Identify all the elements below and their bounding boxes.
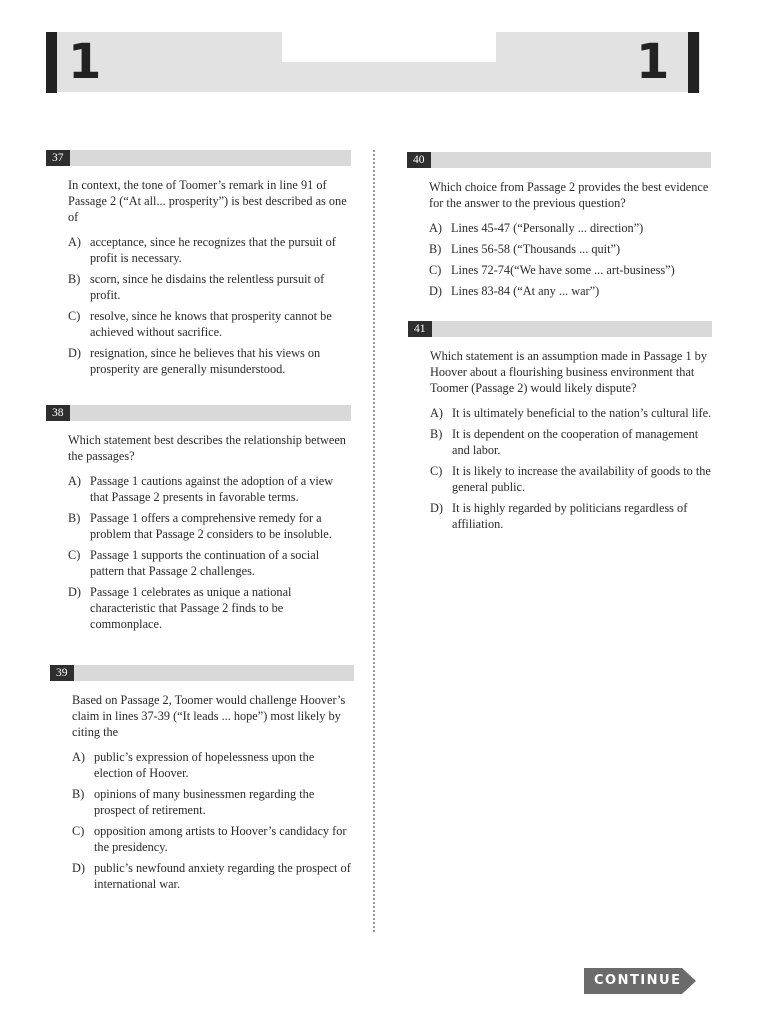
continue-label: CONTINUE — [594, 973, 682, 988]
option-letter: A) — [429, 221, 442, 235]
option-d[interactable] — [430, 500, 712, 532]
question-stem: In context, the tone of Toomer’s remark in line 91 of Passage 2 (“At all... prosperity”) is best described as one of — [68, 178, 347, 224]
option-d[interactable] — [68, 584, 351, 632]
option-a[interactable] — [429, 220, 711, 236]
question-40 — [407, 152, 711, 304]
question-bar — [46, 405, 351, 421]
option-c[interactable] — [72, 823, 354, 855]
option-letter: A) — [430, 406, 443, 420]
option-a[interactable] — [430, 405, 712, 421]
option-letter: B) — [430, 427, 443, 441]
option-letter: B) — [68, 272, 81, 286]
option-text: Lines 56-58 (“Thousands ... quit”) — [451, 242, 621, 256]
option-letter: C) — [72, 824, 85, 838]
question-39 — [50, 665, 354, 897]
option-a[interactable] — [72, 749, 354, 781]
option-a[interactable] — [68, 234, 351, 266]
option-text: It is ultimately beneficial to the nation’s cultural life. — [452, 406, 712, 420]
option-text: It is dependent on the cooperation of management and labor. — [452, 427, 699, 457]
question-38 — [46, 405, 351, 637]
option-letter: D) — [429, 284, 442, 298]
option-text: It is likely to increase the availability of goods to the general public. — [452, 464, 711, 494]
option-text: Passage 1 offers a comprehensive remedy for a problem that Passage 2 considers to be insoluble. — [90, 511, 332, 541]
option-text: Lines 83-84 (“At any ... war”) — [451, 284, 600, 298]
option-b[interactable] — [429, 241, 711, 257]
option-text: Passage 1 cautions against the adoption of a view that Passage 2 presents in favorable terms. — [90, 474, 334, 504]
question-stem: Which statement is an assumption made in Passage 1 by Hoover about a flourishing business environment that Toomer (Passage 2) would likely dispute? — [430, 349, 707, 395]
option-letter: A) — [68, 474, 81, 488]
question-number: 41 — [408, 321, 432, 337]
section-number-right: 1 — [636, 34, 670, 90]
question-number: 38 — [46, 405, 70, 421]
question-stem: Which choice from Passage 2 provides the best evidence for the answer to the previous question? — [429, 180, 709, 210]
question-37 — [46, 150, 351, 382]
option-a[interactable] — [68, 473, 351, 505]
question-number: 37 — [46, 150, 70, 166]
option-letter: A) — [72, 750, 85, 764]
question-number: 40 — [407, 152, 431, 168]
option-letter: C) — [68, 548, 81, 562]
section-number-left: 1 — [68, 34, 102, 90]
question-bar — [407, 152, 711, 168]
question-41 — [408, 321, 712, 537]
question-stem: Which statement best describes the relationship between the passages? — [68, 433, 346, 463]
option-b[interactable] — [68, 510, 351, 542]
option-d[interactable] — [72, 860, 354, 892]
option-c[interactable] — [68, 547, 351, 579]
option-text: scorn, since he disdains the relentless pursuit of profit. — [90, 272, 325, 302]
option-c[interactable] — [68, 308, 351, 340]
option-letter: D) — [72, 861, 85, 875]
question-bar — [46, 150, 351, 166]
option-text: Lines 45-47 (“Personally ... direction”) — [451, 221, 644, 235]
option-text: Lines 72-74(“We have some ... art-business”) — [451, 263, 675, 277]
option-letter: D) — [430, 501, 443, 515]
option-text: opposition among artists to Hoover’s candidacy for the presidency. — [94, 824, 347, 854]
column-divider — [373, 150, 375, 932]
option-text: opinions of many businessmen regarding the prospect of retirement. — [94, 787, 315, 817]
option-letter: D) — [68, 585, 81, 599]
option-text: It is highly regarded by politicians regardless of affiliation. — [452, 501, 688, 531]
option-text: resignation, since he believes that his views on prosperity are generally misunderstood. — [90, 346, 321, 376]
option-text: Passage 1 celebrates as unique a national characteristic that Passage 2 finds to be commonplace. — [90, 585, 292, 631]
option-letter: C) — [429, 263, 442, 277]
option-letter: C) — [68, 309, 81, 323]
option-text: public’s expression of hopelessness upon the election of Hoover. — [94, 750, 315, 780]
option-letter: A) — [68, 235, 81, 249]
header-right-bar — [688, 32, 699, 93]
option-b[interactable] — [430, 426, 712, 458]
option-b[interactable] — [68, 271, 351, 303]
question-stem: Based on Passage 2, Toomer would challenge Hoover’s claim in lines 37-39 (“It leads ... hope”) most likely by citing the — [72, 693, 346, 739]
question-number: 39 — [50, 665, 74, 681]
header-left-bar — [46, 32, 57, 93]
option-text: Passage 1 supports the continuation of a social pattern that Passage 2 challenges. — [90, 548, 320, 578]
option-letter: D) — [68, 346, 81, 360]
option-letter: B) — [72, 787, 85, 801]
option-letter: C) — [430, 464, 443, 478]
option-text: public’s newfound anxiety regarding the prospect of international war. — [94, 861, 351, 891]
question-bar — [408, 321, 712, 337]
question-bar — [50, 665, 354, 681]
option-letter: B) — [429, 242, 442, 256]
header-notch — [282, 32, 496, 62]
option-text: acceptance, since he recognizes that the pursuit of profit is necessary. — [90, 235, 336, 265]
option-d[interactable] — [429, 283, 711, 299]
option-c[interactable] — [430, 463, 712, 495]
option-d[interactable] — [68, 345, 351, 377]
option-b[interactable] — [72, 786, 354, 818]
option-letter: B) — [68, 511, 81, 525]
option-c[interactable] — [429, 262, 711, 278]
continue-button[interactable] — [584, 967, 698, 995]
option-text: resolve, since he knows that prosperity cannot be achieved without sacrifice. — [90, 309, 332, 339]
